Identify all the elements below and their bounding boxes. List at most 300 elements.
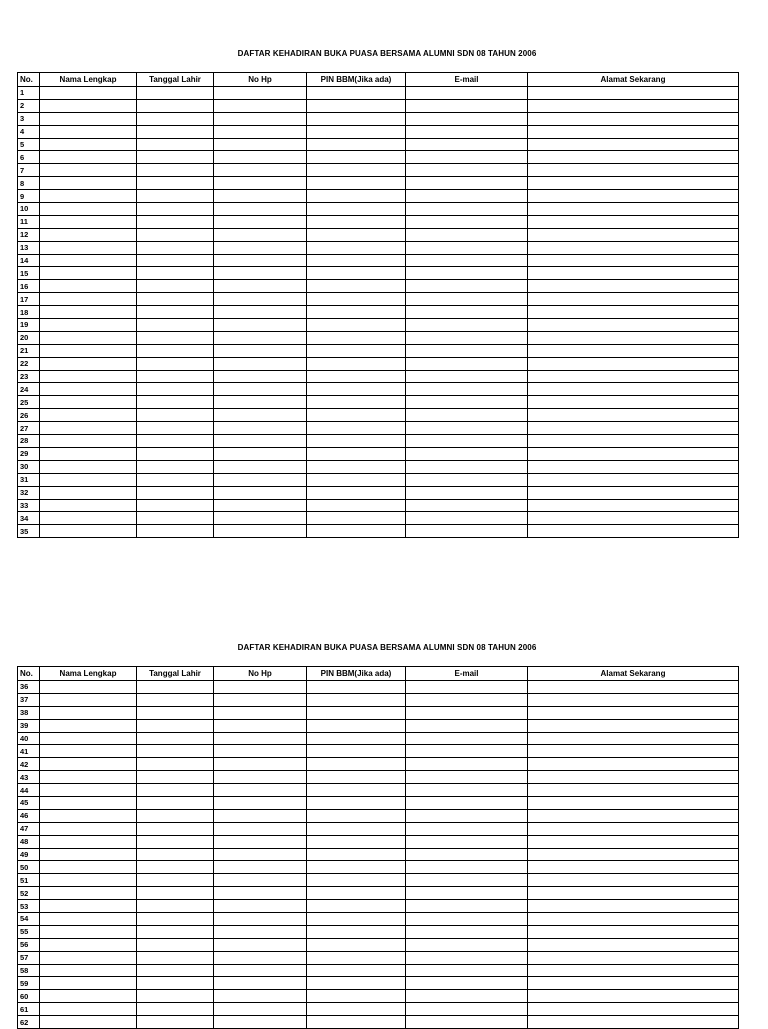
table-row [18,254,739,267]
email-cell [406,977,528,990]
no-hp-cell [214,874,307,887]
row-number: 5 [18,138,40,151]
no-hp-cell [214,112,307,125]
no-hp-cell [214,267,307,280]
nama-lengkap-cell [40,203,137,216]
table-row [18,422,739,435]
column-header-pin-bbm: PIN BBM(Jika ada) [307,667,406,681]
no-hp-cell [214,913,307,926]
pin-bbm-cell [307,758,406,771]
alamat-sekarang-cell [528,138,739,151]
row-number: 37 [18,693,40,706]
no-hp-cell [214,809,307,822]
row-number: 45 [18,797,40,810]
nama-lengkap-cell [40,861,137,874]
tanggal-lahir-cell [137,797,214,810]
nama-lengkap-cell [40,681,137,694]
email-cell [406,293,528,306]
email-cell [406,319,528,332]
column-header-nama-lengkap: Nama Lengkap [40,667,137,681]
nama-lengkap-cell [40,913,137,926]
no-hp-cell [214,460,307,473]
tanggal-lahir-cell [137,344,214,357]
row-number: 55 [18,925,40,938]
tanggal-lahir-cell [137,447,214,460]
no-hp-cell [214,241,307,254]
no-hp-cell [214,190,307,203]
nama-lengkap-cell [40,344,137,357]
email-cell [406,848,528,861]
row-number: 20 [18,331,40,344]
pin-bbm-cell [307,693,406,706]
nama-lengkap-cell [40,435,137,448]
email-cell [406,874,528,887]
header-row [18,667,739,681]
pin-bbm-cell [307,822,406,835]
tanggal-lahir-cell [137,125,214,138]
nama-lengkap-cell [40,848,137,861]
pin-bbm-cell [307,525,406,538]
pin-bbm-cell [307,306,406,319]
email-cell [406,822,528,835]
table-row [18,460,739,473]
alamat-sekarang-cell [528,913,739,926]
no-hp-cell [214,125,307,138]
nama-lengkap-cell [40,887,137,900]
pin-bbm-cell [307,331,406,344]
row-number: 12 [18,228,40,241]
table-row [18,784,739,797]
nama-lengkap-cell [40,125,137,138]
email-cell [406,681,528,694]
no-hp-cell [214,99,307,112]
tanggal-lahir-cell [137,306,214,319]
row-number: 2 [18,99,40,112]
pin-bbm-cell [307,177,406,190]
nama-lengkap-cell [40,99,137,112]
no-hp-cell [214,822,307,835]
tanggal-lahir-cell [137,112,214,125]
alamat-sekarang-cell [528,822,739,835]
no-hp-cell [214,396,307,409]
nama-lengkap-cell [40,874,137,887]
tanggal-lahir-cell [137,1016,214,1029]
email-cell [406,138,528,151]
nama-lengkap-cell [40,422,137,435]
no-hp-cell [214,357,307,370]
email-cell [406,990,528,1003]
alamat-sekarang-cell [528,848,739,861]
tanggal-lahir-cell [137,241,214,254]
pin-bbm-cell [307,512,406,525]
table-row [18,809,739,822]
tanggal-lahir-cell [137,1003,214,1016]
no-hp-cell [214,977,307,990]
row-number: 30 [18,460,40,473]
pin-bbm-cell [307,267,406,280]
pin-bbm-cell [307,951,406,964]
row-number: 13 [18,241,40,254]
row-number: 4 [18,125,40,138]
row-number: 27 [18,422,40,435]
alamat-sekarang-cell [528,203,739,216]
alamat-sekarang-cell [528,784,739,797]
table-row [18,228,739,241]
email-cell [406,177,528,190]
alamat-sekarang-cell [528,280,739,293]
table-row [18,964,739,977]
sheet-title: DAFTAR KEHADIRAN BUKA PUASA BERSAMA ALUMNI SDN 08 TAHUN 2006 [237,643,537,652]
row-number: 36 [18,681,40,694]
pin-bbm-cell [307,319,406,332]
pin-bbm-cell [307,357,406,370]
table-row [18,925,739,938]
alamat-sekarang-cell [528,112,739,125]
tanggal-lahir-cell [137,331,214,344]
table-row [18,822,739,835]
nama-lengkap-cell [40,306,137,319]
nama-lengkap-cell [40,784,137,797]
email-cell [406,447,528,460]
no-hp-cell [214,435,307,448]
nama-lengkap-cell [40,938,137,951]
email-cell [406,203,528,216]
row-number: 60 [18,990,40,1003]
nama-lengkap-cell [40,293,137,306]
alamat-sekarang-cell [528,964,739,977]
alamat-sekarang-cell [528,409,739,422]
nama-lengkap-cell [40,331,137,344]
alamat-sekarang-cell [528,719,739,732]
no-hp-cell [214,681,307,694]
table-row [18,383,739,396]
tanggal-lahir-cell [137,822,214,835]
table-row [18,87,739,100]
row-number: 51 [18,874,40,887]
pin-bbm-cell [307,460,406,473]
email-cell [406,280,528,293]
table-body [18,87,739,538]
alamat-sekarang-cell [528,435,739,448]
email-cell [406,1016,528,1029]
tanggal-lahir-cell [137,473,214,486]
pin-bbm-cell [307,280,406,293]
email-cell [406,719,528,732]
no-hp-cell [214,177,307,190]
nama-lengkap-cell [40,396,137,409]
column-header-nama-lengkap: Nama Lengkap [40,73,137,87]
alamat-sekarang-cell [528,681,739,694]
attendance-table [17,72,739,538]
pin-bbm-cell [307,913,406,926]
row-number: 21 [18,344,40,357]
row-number: 28 [18,435,40,448]
alamat-sekarang-cell [528,215,739,228]
table-row [18,241,739,254]
alamat-sekarang-cell [528,344,739,357]
column-header-alamat-sekarang: Alamat Sekarang [528,667,739,681]
pin-bbm-cell [307,293,406,306]
alamat-sekarang-cell [528,499,739,512]
nama-lengkap-cell [40,215,137,228]
pin-bbm-cell [307,719,406,732]
tanggal-lahir-cell [137,215,214,228]
table-row [18,190,739,203]
tanggal-lahir-cell [137,809,214,822]
tanggal-lahir-cell [137,164,214,177]
no-hp-cell [214,900,307,913]
no-hp-cell [214,383,307,396]
no-hp-cell [214,138,307,151]
pin-bbm-cell [307,1016,406,1029]
no-hp-cell [214,486,307,499]
tanggal-lahir-cell [137,370,214,383]
row-number: 29 [18,447,40,460]
no-hp-cell [214,409,307,422]
table-row [18,990,739,1003]
nama-lengkap-cell [40,771,137,784]
no-hp-cell [214,344,307,357]
tanggal-lahir-cell [137,486,214,499]
tanggal-lahir-cell [137,706,214,719]
column-header-no-hp: No Hp [214,667,307,681]
row-number: 57 [18,951,40,964]
no-hp-cell [214,745,307,758]
table-row [18,396,739,409]
pin-bbm-cell [307,925,406,938]
nama-lengkap-cell [40,719,137,732]
alamat-sekarang-cell [528,99,739,112]
nama-lengkap-cell [40,706,137,719]
row-number: 49 [18,848,40,861]
table-row [18,125,739,138]
alamat-sekarang-cell [528,228,739,241]
alamat-sekarang-cell [528,732,739,745]
row-number: 8 [18,177,40,190]
column-header-email: E-mail [406,667,528,681]
email-cell [406,1003,528,1016]
email-cell [406,887,528,900]
tanggal-lahir-cell [137,900,214,913]
alamat-sekarang-cell [528,331,739,344]
pin-bbm-cell [307,151,406,164]
pin-bbm-cell [307,499,406,512]
row-number: 35 [18,525,40,538]
pin-bbm-cell [307,1003,406,1016]
row-number: 41 [18,745,40,758]
email-cell [406,835,528,848]
tanggal-lahir-cell [137,87,214,100]
alamat-sekarang-cell [528,693,739,706]
row-number: 62 [18,1016,40,1029]
table-row [18,758,739,771]
email-cell [406,913,528,926]
email-cell [406,512,528,525]
table-row [18,913,739,926]
row-number: 9 [18,190,40,203]
nama-lengkap-cell [40,745,137,758]
alamat-sekarang-cell [528,306,739,319]
nama-lengkap-cell [40,964,137,977]
no-hp-cell [214,319,307,332]
nama-lengkap-cell [40,112,137,125]
tanggal-lahir-cell [137,409,214,422]
tanggal-lahir-cell [137,951,214,964]
alamat-sekarang-cell [528,319,739,332]
table-row [18,887,739,900]
no-hp-cell [214,1016,307,1029]
email-cell [406,900,528,913]
no-hp-cell [214,151,307,164]
table-row [18,473,739,486]
email-cell [406,306,528,319]
nama-lengkap-cell [40,319,137,332]
nama-lengkap-cell [40,486,137,499]
nama-lengkap-cell [40,254,137,267]
row-number: 17 [18,293,40,306]
row-number: 48 [18,835,40,848]
table-row [18,874,739,887]
nama-lengkap-cell [40,499,137,512]
row-number: 38 [18,706,40,719]
alamat-sekarang-cell [528,809,739,822]
email-cell [406,486,528,499]
tanggal-lahir-cell [137,293,214,306]
attendance-sheet-1 [0,47,768,536]
table-row [18,835,739,848]
pin-bbm-cell [307,254,406,267]
no-hp-cell [214,422,307,435]
table-row [18,771,739,784]
alamat-sekarang-cell [528,357,739,370]
table-row [18,719,739,732]
alamat-sekarang-cell [528,87,739,100]
nama-lengkap-cell [40,900,137,913]
table-row [18,203,739,216]
table-row [18,681,739,694]
table-row [18,512,739,525]
nama-lengkap-cell [40,473,137,486]
nama-lengkap-cell [40,241,137,254]
column-header-no: No. [18,73,40,87]
nama-lengkap-cell [40,87,137,100]
no-hp-cell [214,964,307,977]
column-header-pin-bbm: PIN BBM(Jika ada) [307,73,406,87]
row-number: 6 [18,151,40,164]
nama-lengkap-cell [40,460,137,473]
table-row [18,706,739,719]
tanggal-lahir-cell [137,990,214,1003]
row-number: 16 [18,280,40,293]
column-header-alamat-sekarang: Alamat Sekarang [528,73,739,87]
tanggal-lahir-cell [137,861,214,874]
email-cell [406,758,528,771]
nama-lengkap-cell [40,190,137,203]
tanggal-lahir-cell [137,681,214,694]
pin-bbm-cell [307,370,406,383]
pin-bbm-cell [307,797,406,810]
tanggal-lahir-cell [137,938,214,951]
alamat-sekarang-cell [528,254,739,267]
alamat-sekarang-cell [528,938,739,951]
table-row [18,1016,739,1029]
pin-bbm-cell [307,681,406,694]
pin-bbm-cell [307,964,406,977]
pin-bbm-cell [307,745,406,758]
alamat-sekarang-cell [528,241,739,254]
row-number: 34 [18,512,40,525]
tanggal-lahir-cell [137,784,214,797]
no-hp-cell [214,797,307,810]
no-hp-cell [214,331,307,344]
tanggal-lahir-cell [137,758,214,771]
tanggal-lahir-cell [137,977,214,990]
table-row [18,151,739,164]
tanggal-lahir-cell [137,525,214,538]
nama-lengkap-cell [40,280,137,293]
email-cell [406,215,528,228]
table-row [18,486,739,499]
header-row [18,73,739,87]
no-hp-cell [214,990,307,1003]
tanggal-lahir-cell [137,357,214,370]
row-number: 46 [18,809,40,822]
pin-bbm-cell [307,228,406,241]
table-row [18,344,739,357]
email-cell [406,693,528,706]
nama-lengkap-cell [40,228,137,241]
table-row [18,409,739,422]
email-cell [406,370,528,383]
email-cell [406,797,528,810]
email-cell [406,409,528,422]
no-hp-cell [214,215,307,228]
email-cell [406,357,528,370]
row-number: 61 [18,1003,40,1016]
tanggal-lahir-cell [137,887,214,900]
row-number: 10 [18,203,40,216]
pin-bbm-cell [307,215,406,228]
row-number: 18 [18,306,40,319]
no-hp-cell [214,887,307,900]
email-cell [406,396,528,409]
nama-lengkap-cell [40,1003,137,1016]
no-hp-cell [214,525,307,538]
nama-lengkap-cell [40,409,137,422]
alamat-sekarang-cell [528,383,739,396]
no-hp-cell [214,228,307,241]
email-cell [406,164,528,177]
table-row [18,99,739,112]
pin-bbm-cell [307,344,406,357]
no-hp-cell [214,164,307,177]
nama-lengkap-cell [40,357,137,370]
table-row [18,745,739,758]
nama-lengkap-cell [40,758,137,771]
alamat-sekarang-cell [528,900,739,913]
alamat-sekarang-cell [528,990,739,1003]
row-number: 11 [18,215,40,228]
pin-bbm-cell [307,125,406,138]
no-hp-cell [214,254,307,267]
pin-bbm-cell [307,900,406,913]
pin-bbm-cell [307,112,406,125]
tanggal-lahir-cell [137,499,214,512]
table-row [18,138,739,151]
row-number: 24 [18,383,40,396]
email-cell [406,745,528,758]
no-hp-cell [214,280,307,293]
